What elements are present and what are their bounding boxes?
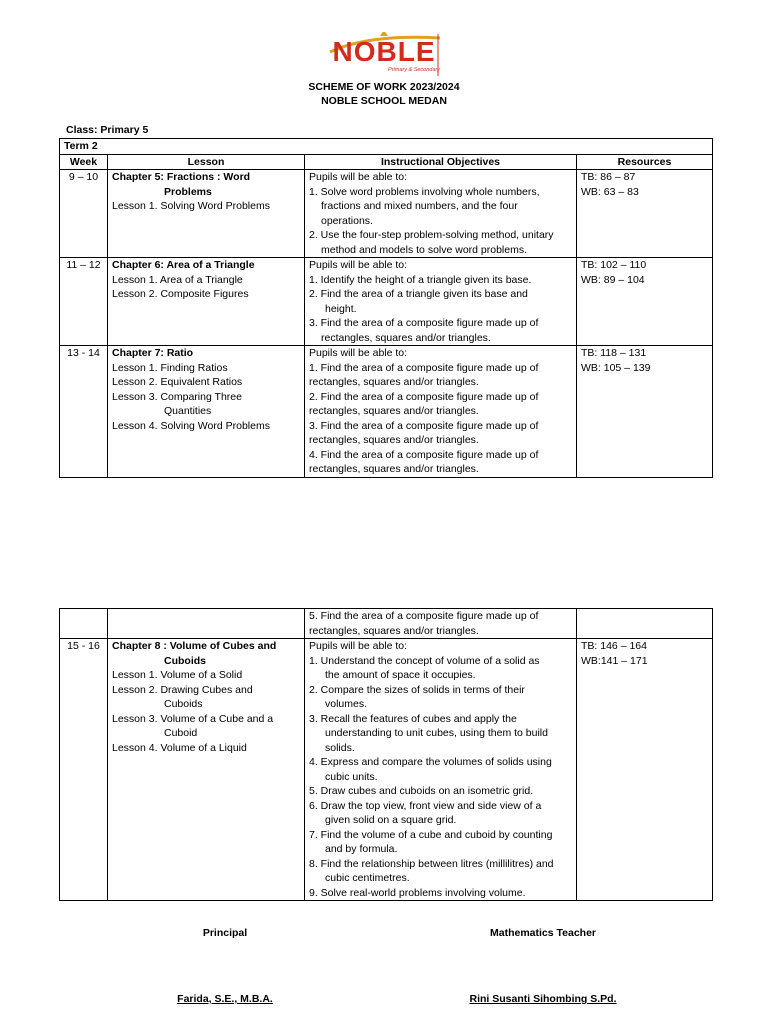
objective-line: 1. Identify the height of a triangle given its base. <box>309 273 532 286</box>
teacher-name: Rini Susanti Sihombing S.Pd. <box>469 993 617 1005</box>
objective-line: 4. Find the area of a composite figure made up of <box>309 448 539 461</box>
lesson-item: Lesson 3. Comparing Three <box>112 390 242 403</box>
lesson-item: Lesson 2. Equivalent Ratios <box>112 376 243 388</box>
table-row <box>60 609 713 639</box>
scheme-table-continued <box>59 608 713 901</box>
lesson-item: Lesson 4. Solving Word Problems <box>112 419 270 432</box>
principal-role: Principal <box>202 927 248 939</box>
principal-name: Farida, S.E., M.B.A. <box>177 993 273 1005</box>
lesson-item: Lesson 1. Area of a Triangle <box>112 273 243 286</box>
objective-line: 3. Recall the features of cubes and apply the <box>309 712 517 725</box>
objective-line: 9. Solve real-world problems involving volume. <box>309 886 526 899</box>
objective-line: and by formula. <box>325 843 398 855</box>
resources-cell <box>577 639 713 901</box>
objectives-intro: Pupils will be able to: <box>309 347 408 359</box>
objective-line: 4. Express and compare the volumes of solids using <box>309 756 552 768</box>
chapter-title: Chapter 7: Ratio <box>112 347 194 359</box>
objective-line: volumes. <box>325 698 368 710</box>
week-cell: 11 – 12 <box>60 258 108 346</box>
resources-cell <box>577 170 713 258</box>
lesson-cell <box>108 639 305 901</box>
lesson-item-cont: Cuboids <box>164 698 203 710</box>
objective-line: rectangles, squares and/or triangles. <box>309 463 479 475</box>
objective-line: 5. Find the area of a composite figure made up of <box>309 610 539 622</box>
objective-line: solids. <box>325 741 355 754</box>
objectives-intro: Pupils will be able to: <box>309 171 408 183</box>
logo-subtext: Primary & Secondary <box>388 67 440 73</box>
school-name: NOBLE SCHOOL MEDAN <box>321 95 447 107</box>
objective-line: rectangles, squares and/or triangles. <box>309 624 479 637</box>
week-cell: 9 – 10 <box>60 170 108 258</box>
teacher-role: Mathematics Teacher <box>489 927 596 939</box>
objective-line: 7. Find the volume of a cube and cuboid by counting <box>309 828 553 841</box>
lesson-item: Lesson 1. Volume of a Solid <box>112 669 243 681</box>
lesson-item: Lesson 3. Volume of a Cube and a <box>112 712 274 725</box>
resource-item: WB: 105 – 139 <box>581 361 651 374</box>
lesson-item-cont: Cuboid <box>164 727 198 739</box>
objective-line: cubic units. <box>325 770 378 783</box>
objective-line: 1. Understand the concept of volume of a solid as <box>309 654 540 667</box>
resources-cell <box>577 609 713 639</box>
chapter-title-cont: Problems <box>164 185 212 198</box>
school-logo <box>328 32 442 78</box>
logo-wordmark: NOBLE <box>332 36 436 67</box>
scheme-table <box>59 138 713 478</box>
resource-item: TB: 118 – 131 <box>581 347 647 359</box>
objective-line: rectangles, squares and/or triangles. <box>309 405 479 417</box>
objective-line: 5. Draw cubes and cuboids on an isometric grid. <box>309 785 534 797</box>
resource-item: TB: 102 – 110 <box>581 259 647 271</box>
objectives-intro: Pupils will be able to: <box>309 259 408 271</box>
chapter-title: Chapter 6: Area of a Triangle <box>112 259 255 271</box>
objective-line: cubic centimetres. <box>325 872 410 884</box>
objective-line: 6. Draw the top view, front view and side view of a <box>309 799 542 812</box>
table-row <box>60 170 713 258</box>
objective-line: 3. Find the area of a composite figure made up of <box>309 317 539 329</box>
objectives-cell <box>305 258 577 346</box>
header-row <box>60 154 713 170</box>
lesson-cell <box>108 258 305 346</box>
resource-item: TB: 86 – 87 <box>581 171 636 183</box>
lesson-cell <box>108 609 305 639</box>
objective-line: 2. Use the four-step problem-solving method, unitary <box>309 229 554 241</box>
chapter-title: Chapter 5: Fractions : Word <box>112 171 251 183</box>
table-row <box>60 639 713 901</box>
objective-line: method and models to solve word problems. <box>321 243 528 256</box>
week-cell: 13 - 14 <box>60 346 108 478</box>
objective-line: rectangles, squares and/or triangles. <box>321 331 491 344</box>
objective-line: rectangles, squares and/or triangles. <box>309 376 479 388</box>
objectives-intro: Pupils will be able to: <box>309 640 408 652</box>
objective-line: rectangles, squares and/or triangles. <box>309 434 479 446</box>
resources-cell <box>577 346 713 478</box>
objective-line: height. <box>325 302 357 315</box>
objective-line: 8. Find the relationship between litres (millilitres) and <box>309 857 554 870</box>
term-label: Term 2 <box>60 139 713 155</box>
week-cell <box>60 609 108 639</box>
lesson-item: Lesson 2. Composite Figures <box>112 288 249 300</box>
objective-line: 1. Solve word problems involving whole numbers, <box>309 185 540 198</box>
table-row <box>60 346 713 478</box>
resource-item: TB: 146 – 164 <box>581 640 647 652</box>
col-header-week: Week <box>60 154 108 170</box>
document-title: SCHEME OF WORK 2023/2024 <box>308 81 460 93</box>
objective-line: 1. Find the area of a composite figure made up of <box>309 361 539 374</box>
objective-line: 3. Find the area of a composite figure made up of <box>309 419 539 432</box>
objective-line: given solid on a square grid. <box>325 814 457 826</box>
objective-line: operations. <box>321 214 373 227</box>
objective-line: 2. Find the area of a triangle given its base and <box>309 288 528 300</box>
objective-line: 2. Compare the sizes of solids in terms of their <box>309 683 525 696</box>
col-header-objectives: Instructional Objectives <box>305 154 577 170</box>
week-cell: 15 - 16 <box>60 639 108 901</box>
lesson-item-cont: Quantities <box>164 405 212 417</box>
resource-item: WB: 63 – 83 <box>581 185 639 198</box>
objective-line: understanding to unit cubes, using them to build <box>325 727 548 739</box>
objectives-cell <box>305 639 577 901</box>
objective-line: 2. Find the area of a composite figure made up of <box>309 390 539 403</box>
objective-line: the amount of space it occupies. <box>325 669 476 681</box>
lesson-item: Lesson 4. Volume of a Liquid <box>112 741 247 754</box>
resource-item: WB: 89 – 104 <box>581 273 645 286</box>
col-header-lesson: Lesson <box>108 154 305 170</box>
objectives-cell <box>305 346 577 478</box>
resources-cell <box>577 258 713 346</box>
col-header-resources: Resources <box>577 154 713 170</box>
chapter-title-cont: Cuboids <box>164 654 206 667</box>
lesson-item: Lesson 2. Drawing Cubes and <box>112 683 253 696</box>
lesson-item: Lesson 1. Solving Word Problems <box>112 200 270 212</box>
lesson-cell <box>108 170 305 258</box>
lesson-item: Lesson 1. Finding Ratios <box>112 361 228 374</box>
class-label: Class: Primary 5 <box>66 124 149 136</box>
objectives-cell <box>305 609 577 639</box>
term-row <box>60 139 713 155</box>
chapter-title: Chapter 8 : Volume of Cubes and <box>112 640 277 652</box>
table-row <box>60 258 713 346</box>
objective-line: fractions and mixed numbers, and the four <box>321 200 518 212</box>
objectives-cell <box>305 170 577 258</box>
resource-item: WB:141 – 171 <box>581 654 648 667</box>
lesson-cell <box>108 346 305 478</box>
